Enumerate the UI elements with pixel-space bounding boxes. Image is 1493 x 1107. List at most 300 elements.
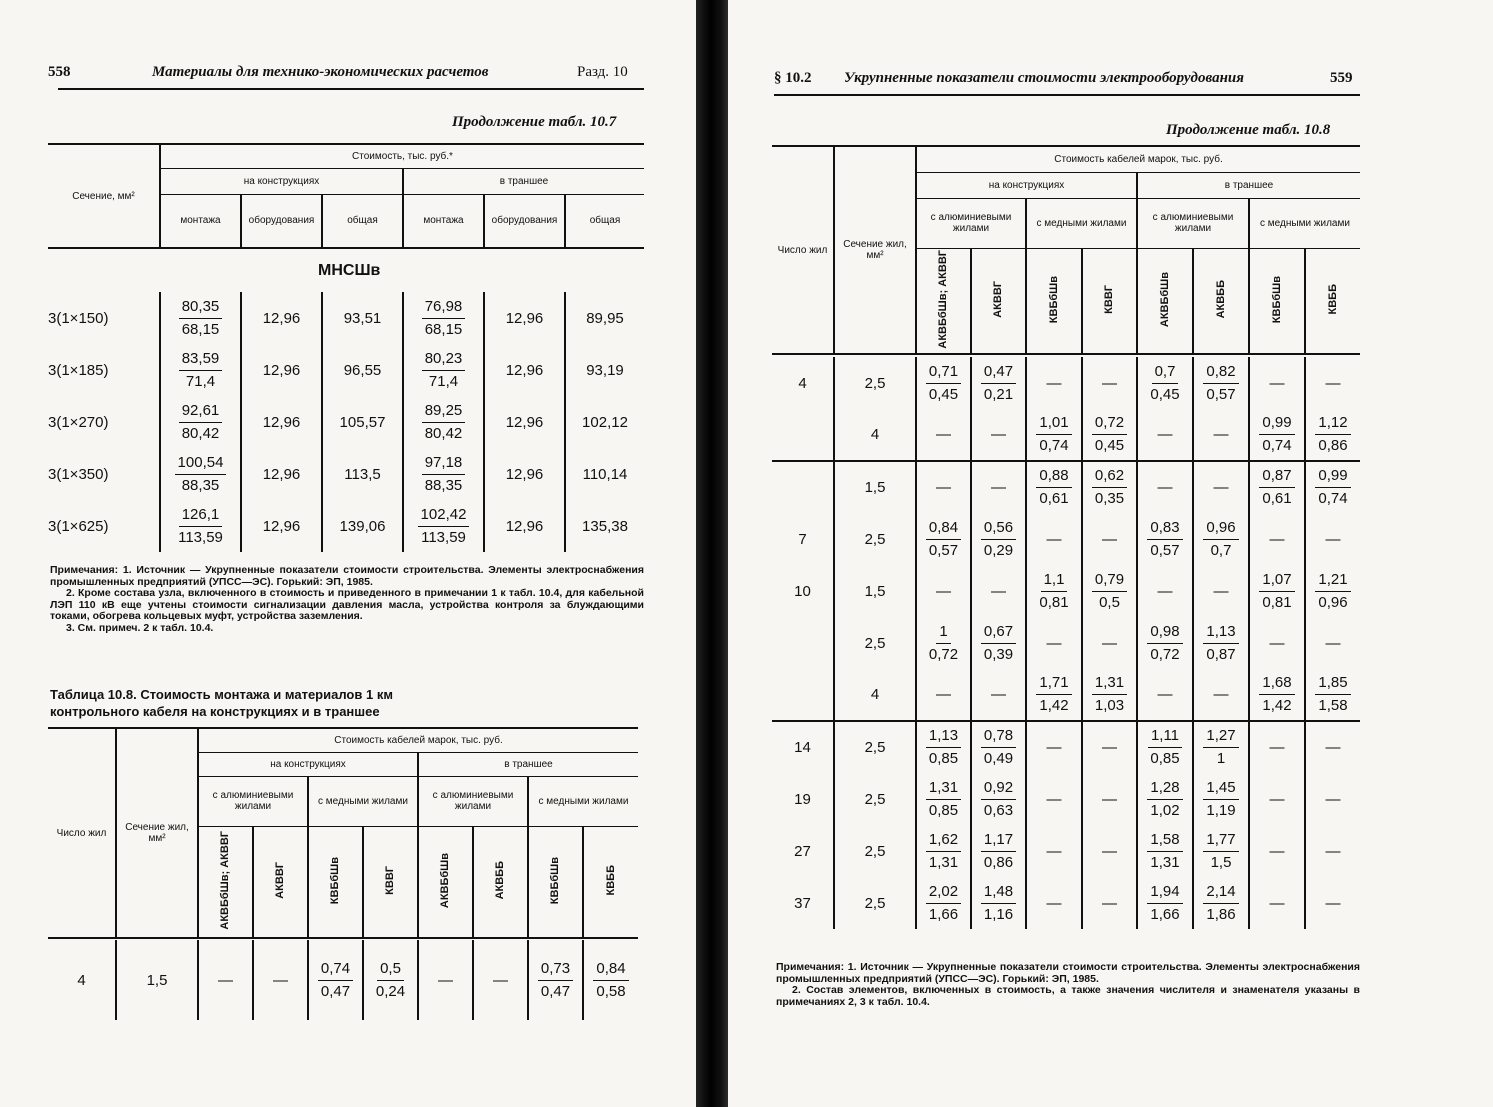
numerator: 1: [936, 621, 950, 644]
numerator: 0,7: [1152, 361, 1179, 384]
cell-frac: [1305, 565, 1360, 617]
sub-cu: с медными жилами: [308, 776, 418, 826]
mark-5: [418, 826, 473, 938]
mark-label: АКВБбШв; АКВВГ: [219, 830, 231, 930]
cell-value: —: [1137, 461, 1193, 513]
cell-value: —: [1137, 669, 1193, 721]
mark-label: КВБбШв: [1047, 275, 1060, 323]
cell-frac: [1193, 877, 1249, 929]
cell-section: 3(1×625): [48, 500, 160, 552]
cell-value: —: [1026, 617, 1082, 669]
mark-1: [916, 248, 971, 354]
sub-total: общая: [589, 215, 621, 227]
cell-value: 93,19: [586, 361, 624, 379]
numerator: 97,18: [422, 452, 466, 475]
numerator: 1,68: [1259, 672, 1294, 695]
cell-frac: [363, 940, 418, 1020]
cell-value: —: [1026, 877, 1082, 929]
cell-cores: 4: [48, 940, 116, 1020]
table-10-8-header: [48, 727, 638, 939]
cell-frac: [1026, 409, 1082, 461]
numerator: 1,11: [1148, 725, 1182, 748]
cell-cores: 27: [772, 825, 834, 877]
denominator: 0,35: [1094, 490, 1125, 507]
table-row: [48, 940, 638, 1020]
cell-value: —: [1082, 357, 1137, 409]
section-label: Разд. 10: [577, 64, 628, 80]
table-row: [772, 513, 1360, 565]
cell-value: —: [1082, 825, 1137, 877]
cell-value: —: [916, 409, 971, 461]
denominator: 0,81: [1262, 593, 1292, 611]
denominator: 0,63: [983, 801, 1014, 819]
cell-value: —: [1026, 721, 1082, 773]
grp-construct: на конструкциях: [160, 168, 403, 194]
notes-block: [776, 962, 1360, 1008]
cell-section: 3(1×150): [48, 292, 160, 344]
cell-value: 105,57: [322, 396, 403, 448]
denominator: 80,42: [424, 424, 463, 442]
denominator: 1,86: [1206, 905, 1236, 923]
denominator: 80,42: [181, 424, 220, 442]
numerator: 1,31: [1092, 672, 1127, 695]
denominator: 0,61: [1039, 490, 1069, 507]
grp-trench: в траншее: [403, 168, 644, 194]
sub-equip: оборудования: [241, 194, 322, 248]
cell-value: —: [1082, 877, 1137, 929]
cell-section: 4: [834, 669, 916, 721]
numerator: 2,02: [926, 881, 961, 904]
numerator: 0,87: [1259, 465, 1294, 488]
cell-frac: [1137, 357, 1193, 409]
table-10-7-body: [48, 292, 644, 552]
numerator: 1,27: [1203, 725, 1238, 748]
cell-frac: [583, 940, 638, 1020]
cell-value: —: [1249, 721, 1305, 773]
cell-value: —: [1193, 669, 1249, 721]
numerator: 1,17: [981, 829, 1016, 852]
table-row: [48, 344, 644, 396]
numerator: 0,72: [1092, 412, 1127, 435]
cell-value: 113,5: [322, 448, 403, 500]
numerator: 1,12: [1315, 412, 1350, 435]
cell-value: —: [916, 565, 971, 617]
mark-6: [1193, 248, 1249, 354]
table-row: [772, 565, 1360, 617]
sub-install: монтажа: [160, 194, 241, 248]
cell-value: 12,96: [484, 448, 565, 500]
cell-value: —: [1249, 357, 1305, 409]
cell-value: 12,96: [484, 344, 565, 396]
mark-label: КВВГ: [384, 865, 396, 895]
denominator: 1,19: [1206, 801, 1236, 819]
running-title: Укрупненные показатели стоимости электрооборудования: [844, 70, 1244, 86]
denominator: 0,74: [1318, 490, 1348, 507]
table-row: [772, 773, 1360, 825]
denominator: 1,16: [983, 905, 1014, 923]
table-caption-line1: Таблица 10.8. Стоимость монтажа и материалов 1 км: [50, 687, 393, 702]
denominator: 88,35: [424, 476, 463, 494]
cell-frac: [916, 877, 971, 929]
cell-frac: [971, 825, 1026, 877]
denominator: 1,31: [1150, 853, 1180, 871]
denominator: 1,42: [1262, 697, 1292, 714]
denominator: 1,42: [1039, 697, 1069, 714]
cell-value: —: [1325, 530, 1341, 548]
cell-value: 139,06: [322, 500, 403, 552]
grp-construct: на конструкциях: [198, 752, 418, 776]
numerator: 0,98: [1147, 621, 1182, 644]
table-caption-line2: контрольного кабеля на конструкциях и в траншее: [50, 704, 380, 719]
cell-value: 12,96: [241, 344, 322, 396]
denominator: 0,45: [1150, 385, 1180, 403]
denominator: 0,85: [928, 801, 959, 819]
numerator: 0,78: [981, 725, 1016, 748]
cell-value: —: [1026, 513, 1082, 565]
denominator: 1,31: [928, 853, 959, 871]
mark-label: АКВБбШв: [1158, 271, 1171, 327]
notes-block: [50, 565, 644, 634]
cell-value: —: [1325, 894, 1341, 912]
table-row: [772, 617, 1360, 669]
table-row: [48, 500, 644, 552]
cell-value: —: [418, 940, 473, 1020]
numerator: 0,92: [981, 777, 1016, 800]
cell-frac: [916, 357, 971, 409]
cell-value: —: [1193, 409, 1249, 461]
mark-label: КВББ: [604, 865, 617, 896]
cell-frac: [971, 357, 1026, 409]
numerator: 92,61: [179, 400, 223, 423]
denominator: 113,59: [421, 528, 466, 546]
note-1: Примечания: 1. Источник — Укрупненные показатели стоимости строительства. Элементы электроснабжения промышленных предприятий (УПСС—ЭС). Горький: ЭП, 1985.: [50, 564, 644, 588]
note-3: 3. См. примеч. 2 к табл. 10.4.: [66, 621, 214, 634]
cell-cores: 37: [772, 877, 834, 929]
mark-2: [253, 826, 308, 938]
denominator: 0,57: [1150, 541, 1180, 559]
denominator: 113,59: [178, 528, 223, 546]
cell-value: —: [1193, 565, 1249, 617]
cell-frac: [1026, 565, 1082, 617]
numerator: 83,59: [179, 348, 223, 371]
cell-frac: [1305, 669, 1360, 721]
denominator: 0,45: [1094, 437, 1125, 454]
numerator: 1,94: [1147, 881, 1182, 904]
numerator: 0,5: [377, 958, 404, 981]
cell-frac: [1082, 565, 1137, 617]
mark-label: КВВГ: [1103, 284, 1115, 314]
denominator: 68,15: [424, 320, 463, 338]
mark-6: [473, 826, 528, 938]
numerator: 0,71: [926, 361, 961, 384]
cell-frac: [308, 940, 363, 1020]
table-row: [772, 825, 1360, 877]
running-title: Материалы для технико-экономических расчетов: [152, 64, 489, 80]
numerator: 0,84: [593, 958, 628, 981]
numerator: 1,21: [1315, 569, 1350, 592]
numerator: 1,31: [926, 777, 961, 800]
mark-7: [1249, 248, 1305, 354]
cell-section: 4: [834, 409, 916, 461]
cell-cores: 7: [772, 513, 834, 565]
table-row: [48, 292, 644, 344]
numerator: 0,56: [981, 517, 1016, 540]
cell-value: 93,51: [322, 292, 403, 344]
denominator: 1: [1216, 750, 1226, 767]
mark-3: [308, 826, 363, 938]
mark-1: [198, 826, 253, 938]
sub-al: с алюминиевыми жилами: [418, 776, 528, 826]
numerator: 0,99: [1315, 465, 1350, 488]
denominator: 0,86: [983, 853, 1014, 871]
cell-value: 89,95: [586, 309, 624, 327]
denominator: 1,03: [1094, 697, 1125, 714]
cell-frac: [1249, 409, 1305, 461]
numerator: 0,84: [926, 517, 961, 540]
cell-section: 2,5: [834, 513, 916, 565]
cell-value: 110,14: [582, 465, 628, 483]
cell-value: —: [1249, 825, 1305, 877]
cell-frac: [971, 877, 1026, 929]
denominator: 68,15: [181, 320, 220, 338]
cell-cores: 19: [772, 773, 834, 825]
grp-trench: в траншее: [418, 752, 638, 776]
cell-section: 2,5: [834, 721, 916, 773]
denominator: 0,57: [1206, 385, 1236, 403]
cell-frac: [1082, 409, 1137, 461]
mark-4: [363, 826, 418, 938]
cell-value: —: [1249, 877, 1305, 929]
cell-cores: [772, 409, 834, 461]
cell-frac: [971, 513, 1026, 565]
table-row: [772, 721, 1360, 773]
cell-value: 12,96: [484, 500, 565, 552]
cell-value: 135,38: [582, 517, 628, 535]
denominator: 0,7: [1210, 541, 1232, 559]
cell-frac: [1137, 617, 1193, 669]
col-section: Сечение жил, мм²: [116, 728, 198, 938]
mark-7: [528, 826, 583, 938]
denominator: 0,87: [1206, 645, 1236, 663]
denominator: 1,5: [1210, 853, 1232, 871]
denominator: 0,81: [1039, 593, 1069, 611]
section-ref: § 10.2: [774, 70, 812, 86]
denominator: 1,66: [1150, 905, 1180, 923]
table-row: [772, 409, 1360, 461]
cell-section: 2,5: [834, 617, 916, 669]
cell-value: —: [971, 565, 1026, 617]
cell-section: 3(1×270): [48, 396, 160, 448]
col-cores: Число жил: [48, 728, 116, 938]
cell-value: —: [971, 669, 1026, 721]
cell-value: 12,96: [241, 396, 322, 448]
numerator: 0,83: [1147, 517, 1182, 540]
numerator: 1,58: [1147, 829, 1182, 852]
cell-cores: 4: [772, 357, 834, 409]
denominator: 71,4: [185, 372, 216, 390]
cell-cores: [772, 461, 834, 513]
numerator: 1,85: [1315, 672, 1350, 695]
numerator: 0,96: [1203, 517, 1238, 540]
cell-frac: [1193, 773, 1249, 825]
mark-4: [1082, 248, 1137, 354]
denominator: 0,72: [928, 645, 959, 663]
col-section: Сечение, мм²: [48, 144, 160, 248]
cell-frac: [1193, 617, 1249, 669]
mark-label: АКВББ: [1214, 280, 1227, 319]
header-rule: [774, 94, 1360, 96]
denominator: 0,96: [1318, 593, 1348, 611]
table-10-7-header: [48, 143, 644, 249]
grp-construct: на конструкциях: [916, 172, 1137, 198]
table-10-8-cont-header: [772, 145, 1360, 355]
cell-value: —: [1082, 513, 1137, 565]
cell-frac: [971, 617, 1026, 669]
denominator: 1,02: [1150, 801, 1180, 819]
cell-section: 2,5: [834, 773, 916, 825]
cell-frac: [403, 448, 484, 500]
cell-frac: [160, 500, 241, 552]
cell-frac: [1026, 461, 1082, 513]
sub-install: монтажа: [403, 194, 484, 248]
numerator: 1,13: [926, 725, 961, 748]
cell-value: —: [1325, 739, 1341, 756]
cell-cores: [772, 669, 834, 721]
note-2: 2. Кроме состава узла, включенного в стоимость и приведенного в примечании 1 к табл. 10.4, для кабельной ЛЭП 110 кВ еще учтены стоимости сигнализации давления масла, устройства контроля за блуждающими токами, обогрева кольцевых муфт, устройства заземления.: [50, 587, 644, 622]
cell-value: 102,12: [582, 413, 628, 431]
numerator: 0,88: [1036, 465, 1071, 488]
cell-frac: [1249, 565, 1305, 617]
cell-section: 3(1×350): [48, 448, 160, 500]
cell-value: —: [1325, 374, 1341, 392]
cell-frac: [160, 448, 241, 500]
denominator: 0,58: [596, 982, 626, 1000]
sub-equip: оборудования: [484, 194, 565, 248]
mark-3: [1026, 248, 1082, 354]
numerator: 80,35: [179, 296, 223, 319]
numerator: 1,62: [926, 829, 961, 852]
mark-8: [1305, 248, 1360, 354]
cell-frac: [1305, 461, 1360, 513]
page-number: 558: [48, 64, 71, 80]
cell-value: —: [1026, 825, 1082, 877]
cell-frac: [403, 500, 484, 552]
denominator: 1,66: [928, 905, 959, 923]
denominator: 0,24: [375, 982, 406, 1000]
numerator: 0,73: [538, 958, 573, 981]
sub-total: общая: [322, 194, 403, 248]
denominator: 0,57: [928, 541, 959, 559]
cell-frac: [403, 396, 484, 448]
numerator: 1,1: [1041, 569, 1068, 592]
cell-frac: [971, 773, 1026, 825]
table-continuation: Продолжение табл. 10.7: [452, 114, 617, 130]
mark-label: АКВБбШв: [439, 852, 451, 908]
mark-label: КВББ: [1326, 284, 1339, 315]
cell-frac: [1193, 825, 1249, 877]
note-2: 2. Состав элементов, включенных в стоимость, а также значения числителя и знаменателя указаны в примечаниях 2, 3 к табл. 10.4.: [776, 984, 1360, 1008]
numerator: 1,71: [1036, 672, 1071, 695]
cell-value: —: [473, 940, 528, 1020]
cell-section: 2,5: [834, 877, 916, 929]
cell-value: —: [971, 461, 1026, 513]
table-row: [48, 448, 644, 500]
cell-frac: [916, 773, 971, 825]
denominator: 0,45: [928, 385, 959, 403]
cell-frac: [916, 617, 971, 669]
numerator: 0,82: [1203, 361, 1238, 384]
cell-section: 1,5: [116, 940, 198, 1020]
cell-value: —: [916, 669, 971, 721]
denominator: 88,35: [181, 476, 220, 494]
table-row: [772, 877, 1360, 929]
numerator: 1,01: [1036, 412, 1071, 435]
grp-trench: в траншее: [1137, 172, 1360, 198]
denominator: 0,29: [983, 541, 1014, 559]
denominator: 0,72: [1150, 645, 1180, 663]
denominator: 71,4: [428, 372, 459, 390]
sub-cu: с медными жилами: [528, 776, 638, 826]
cell-value: —: [1082, 617, 1137, 669]
cell-value: —: [198, 940, 253, 1020]
numerator: 0,74: [318, 958, 353, 981]
numerator: 126,1: [179, 504, 223, 527]
col-cores: Число жил: [772, 146, 834, 354]
denominator: 0,21: [983, 385, 1014, 403]
numerator: 1,07: [1259, 569, 1294, 592]
cell-frac: [1249, 669, 1305, 721]
note-1: Примечания: 1. Источник — Укрупненные показатели стоимости строительства. Элементы электроснабжения промышленных предприятий (УПСС—ЭС). Горький: ЭП, 1985.: [776, 961, 1360, 985]
mark-2: [971, 248, 1026, 354]
cell-value: 12,96: [241, 292, 322, 344]
cell-value: —: [1026, 773, 1082, 825]
cell-value: —: [1249, 617, 1305, 669]
sub-al: с алюминиевыми жилами: [1137, 198, 1249, 248]
cell-frac: [1137, 513, 1193, 565]
col-cost: Стоимость, тыс. руб.*: [160, 144, 644, 168]
cell-value: —: [1325, 634, 1341, 652]
denominator: 0,74: [1039, 437, 1069, 454]
numerator: 0,67: [981, 621, 1016, 644]
denominator: 0,39: [983, 645, 1014, 663]
numerator: 1,13: [1203, 621, 1238, 644]
cell-value: —: [253, 940, 308, 1020]
sub-cu: с медными жилами: [1026, 198, 1137, 248]
cell-section: 3(1×185): [48, 344, 160, 396]
mark-label: АКВВГ: [992, 280, 1004, 318]
denominator: 0,47: [320, 982, 351, 1000]
denominator: 0,86: [1318, 437, 1348, 454]
cell-frac: [160, 292, 241, 344]
mark-label: КВБбШв: [1270, 275, 1283, 323]
cell-frac: [160, 344, 241, 396]
cell-section: 1,5: [834, 565, 916, 617]
cell-frac: [1305, 409, 1360, 461]
cell-value: —: [1026, 357, 1082, 409]
cell-frac: [1249, 461, 1305, 513]
cell-value: —: [1325, 842, 1341, 860]
cell-frac: [916, 825, 971, 877]
cell-frac: [1193, 513, 1249, 565]
numerator: 0,62: [1092, 465, 1127, 488]
cell-value: 96,55: [322, 344, 403, 396]
cell-value: 12,96: [241, 448, 322, 500]
header-rule: [58, 88, 644, 90]
cell-section: 2,5: [834, 357, 916, 409]
cell-frac: [916, 721, 971, 773]
cell-value: —: [916, 461, 971, 513]
sub-al: с алюминиевыми жилами: [198, 776, 308, 826]
